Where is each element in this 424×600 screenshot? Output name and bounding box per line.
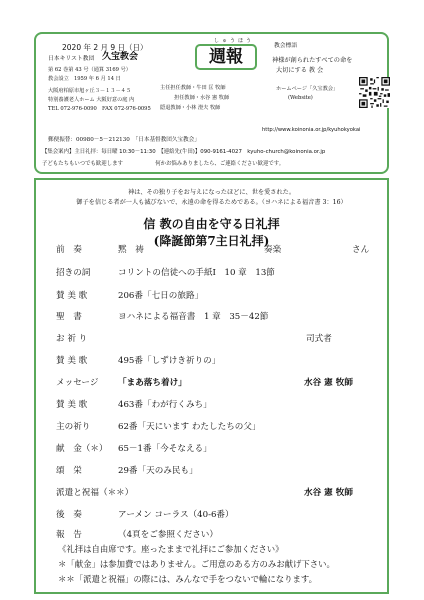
header-box — [34, 32, 389, 174]
issue-date: 2020 年 2 月 9 日（日） — [62, 43, 148, 52]
order-item-label: 献 金（＊） — [56, 444, 108, 454]
service-title: 信 教の自由を守る日礼拝 — [143, 217, 280, 231]
homepage-label: ホームページ「久宝教会」 — [276, 86, 339, 92]
staff-retired: 隠退教師・小林 澄夫 牧師 — [160, 105, 221, 111]
website-url[interactable]: http://www.koinonia.or.jp/kyuhokyokai — [262, 127, 361, 133]
order-item-label: メッセージ — [56, 378, 99, 388]
order-item-label: お 祈 り — [56, 334, 88, 344]
note-free-seating: 《礼拝は自由席です。座ったままで礼拝にご参加ください》 — [58, 544, 284, 554]
order-item-label: 後 奏 — [56, 510, 82, 520]
order-item-leader: 水谷 憲 牧師 — [304, 488, 353, 498]
schedule-contact: 【集会案内】主日礼拝：毎日曜 10:30－11:30 【連絡先(牛田)】090-9161-4027 kyuho-church@koinonia.or.jp — [42, 149, 326, 155]
order-item-leader-suffix: さん — [352, 245, 370, 255]
qr-code-icon — [359, 77, 390, 108]
order-item-text: 黙 祷 — [118, 245, 144, 255]
order-item-text: 206番「七日の旅路」 — [118, 291, 204, 301]
order-item — [56, 332, 118, 344]
order-item-text: 495番「しずけき祈りの」 — [118, 356, 221, 366]
order-item-text: アーメン コーラス（40-6番） — [118, 510, 234, 520]
church-name: 久宝教会 — [102, 52, 139, 62]
order-item-label: 報 告 — [56, 530, 82, 540]
bulletin-title: 週報 — [195, 44, 257, 70]
order-item — [56, 486, 134, 498]
volume-info: 第 62 巻第 43 号（通算 3169 号） — [48, 67, 131, 73]
address-line1: 大阪府柏原市旭ヶ丘３－１３－４５ — [48, 88, 132, 94]
order-item-label: 賛 美 歌 — [56, 291, 88, 301]
order-item-text: ヨハネによる福音書 1 章 35－42節 — [118, 312, 269, 322]
homepage-sub: (Website) — [288, 95, 313, 101]
order-item-text: コリントの信徒への手紙Ⅰ 10 章 13節 — [118, 268, 275, 278]
order-item-text: 65－1番「今そなえる」 — [118, 444, 212, 454]
order-of-service-box — [34, 178, 389, 594]
verse-line2: 御子を信じる者が一人も滅びないで、永遠の命を得るためである。（ヨハネによる福音書 3：16） — [76, 199, 347, 206]
order-item-text: 62番「天にいます わたしたちの父」 — [118, 422, 261, 432]
order-item — [56, 289, 203, 301]
note-offering: ＊「献金」は参加費ではありません。ご用意のある方のみお献げ下さい。 — [58, 559, 335, 569]
postal-transfer: 郵便振替：00980－5－212130 「日本基督教団久宝教会」 — [48, 137, 200, 143]
order-item — [56, 354, 220, 366]
order-item-label: 前 奏 — [56, 245, 82, 255]
order-item-label: 主の祈り — [56, 422, 91, 432]
order-item-label: 賛 美 歌 — [56, 400, 88, 410]
order-item — [56, 464, 198, 476]
founding-info: 教会設立 1959 年 6 月 14 日 — [48, 76, 121, 82]
title-ruby: しゅうほう — [214, 38, 255, 44]
order-item — [56, 508, 234, 520]
order-item-label: 賛 美 歌 — [56, 356, 88, 366]
children-welcome: 子どもたちもいつでも歓迎します 何かお悩みありましたら、ご連絡ください歓迎です。 — [42, 161, 285, 167]
order-item-text: 「まあ落ち着け」 — [118, 378, 187, 388]
order-item — [56, 420, 261, 432]
order-item-label: 招きの詞 — [56, 268, 91, 278]
theme-line1: 神様が創られたすべての命を — [272, 57, 353, 64]
order-item — [56, 442, 212, 454]
order-item — [56, 310, 268, 322]
order-item — [56, 398, 212, 410]
theme-line2: 大切にする 教 会 — [276, 67, 324, 74]
phone-fax: TEL 072-976-0090 FAX 072-976-0095 — [48, 106, 151, 112]
order-item-text: （4頁をご参照ください） — [118, 530, 218, 540]
order-item — [56, 266, 275, 278]
order-item-label: 聖 書 — [56, 312, 82, 322]
order-item-leader: 奏楽 — [264, 245, 282, 255]
order-item — [56, 243, 144, 255]
address-line2: 特別養護老人ホーム 大阪好意の庭 内 — [48, 97, 135, 103]
service-subtitle: (降誕節第7主日礼拝) — [153, 234, 270, 248]
order-item-label: 頌 栄 — [56, 466, 82, 476]
verse-line1: 神は、その独り子をお与えになったほどに、世を愛された。 — [127, 189, 296, 196]
note-blessing: ＊＊「派遣と祝福」の際には、みんなで手をつないで輪になります。 — [58, 574, 317, 584]
order-item — [56, 376, 187, 388]
denomination: 日本キリスト教団 — [48, 56, 95, 62]
staff-associate: 担任教師・水谷 憲 牧師 — [174, 95, 230, 101]
order-item-leader: 水谷 憲 牧師 — [304, 378, 353, 388]
order-item-leader: 司式者 — [306, 334, 332, 344]
staff-pastor: 主任担任教師・牛田 匡 牧師 — [160, 85, 226, 91]
theme-label: 教会標語 — [274, 43, 298, 49]
order-item — [56, 528, 218, 540]
order-item-label: 派遣と祝福（＊＊） — [56, 488, 134, 498]
order-item-text: 29番「天のみ民も」 — [118, 466, 198, 476]
order-item-text: 463番「わが行くみち」 — [118, 400, 212, 410]
